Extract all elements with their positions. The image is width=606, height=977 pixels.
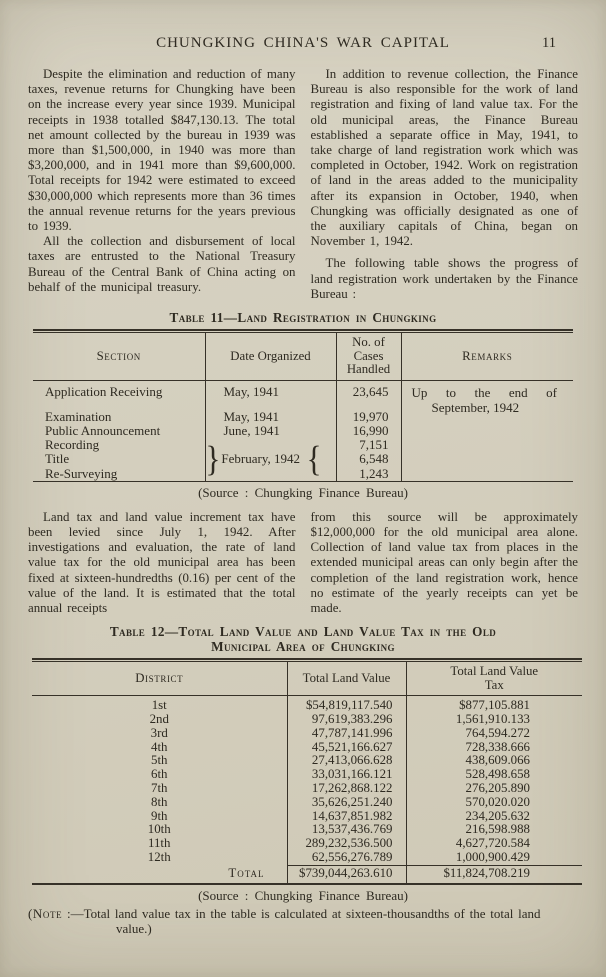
table-row (33, 380, 573, 410)
cell-district: 3rd (32, 727, 287, 741)
paragraph: The following table shows the progress of land registration work undertaken by the Finance Bureau : (310, 256, 578, 301)
table-total-row (32, 865, 582, 883)
table-row (32, 851, 582, 865)
paragraph: Despite the elimination and reduction of many taxes, revenue returns for Chungking have been on the increase every year since 1939. Municipal receipts in 1938 totalled $847,130.13. The total net amount collected by the bureau in 1939 was more than $1,500,000, in 1940 was more than $3,200,000, and in 1941 more than $9,600,000. Total receipts for 1942 were estimated to exceed $30,000,000 which represents more than 36 times the annual revenue returns for the years previous to 1939. (28, 67, 296, 234)
table-row (32, 741, 582, 755)
cell-land-value-tax: 1,561,910.133 (455, 711, 530, 726)
cell-land-value-tax: $877,105.881 (459, 698, 530, 713)
cell-land-value-tax: 764,594.272 (465, 725, 530, 740)
left-brace-glyph: } (205, 438, 221, 479)
cell-section: Re-Surveying (33, 467, 205, 482)
table-row (32, 754, 582, 768)
table-row (32, 713, 582, 727)
table-row (32, 768, 582, 782)
cell-land-value: 289,232,536.500 (287, 837, 406, 851)
cell-district: 11th (32, 837, 287, 851)
cell-land-value: 27,413,066.628 (287, 754, 406, 768)
cell-land-value: 97,619,383.296 (287, 713, 406, 727)
land-registration-table (33, 333, 573, 482)
mid-right-column (311, 510, 579, 616)
cell-total-land-value-tax: $11,824,708.219 (406, 865, 582, 883)
table12-block (28, 624, 578, 936)
cell-district: 7th (32, 782, 287, 796)
page-title: CHUNGKING CHINA'S WAR CAPITAL (156, 35, 450, 51)
cell-cases: 23,645 (336, 380, 401, 410)
cell-land-value-tax: 1,000,900.429 (455, 849, 530, 864)
table11-block (28, 310, 578, 501)
cell-cases: 7,151 (336, 438, 401, 452)
cell-land-value: 13,537,436.769 (287, 823, 406, 837)
cell-land-value-tax: 216,598.988 (465, 822, 530, 837)
cell-district: 10th (32, 823, 287, 837)
cell-cases: 16,990 (336, 424, 401, 438)
paragraph: In addition to revenue collection, the Finance Bureau is also responsible for the work of land registration and fixing of land value tax. For the old municipal areas, the Finance Bureau established a separate office in May, 1941, to take charge of land registration work which was completed in October, 1942. Work on registration of land in the areas added to the municipality after its expansion in October, 1940, when Chungking was officially designated as one of the auxiliary capitals of China, began on November 1, 1942. (310, 67, 578, 249)
mid-left-column (28, 510, 296, 616)
cell-district: 4th (32, 741, 287, 755)
cell-section: Recording (33, 438, 205, 452)
column-header-section: Section (33, 333, 205, 380)
cell-land-value-tax: 276,205.890 (465, 780, 530, 795)
table-row (32, 696, 582, 713)
cell-date: May, 1941 (205, 380, 336, 410)
table-row (32, 782, 582, 796)
table12-note (28, 906, 578, 937)
cell-date: June, 1941 (205, 424, 336, 438)
table-row (32, 823, 582, 837)
column-header-remarks: Remarks (401, 333, 573, 380)
mid-section (28, 510, 578, 616)
cell-land-value: 35,626,251.240 (287, 796, 406, 810)
cell-cases: 6,548 (336, 452, 401, 466)
cell-land-value: 14,637,851.982 (287, 810, 406, 824)
note-text: :—Total land value tax in the table is calculated at sixteen-thousandths of the total land value.) (62, 905, 541, 937)
cell-land-value: $54,819,117.540 (287, 696, 406, 713)
cell-land-value-tax: 528,498.658 (465, 767, 530, 782)
column-header-cases-handled: No. of Cases Handled (336, 333, 401, 380)
table12-source: (Source : Chungking Finance Bureau) (198, 887, 408, 903)
intro-left-column (28, 67, 296, 302)
cell-district: 12th (32, 851, 287, 865)
cell-land-value: 17,262,868.122 (287, 782, 406, 796)
cell-land-value-tax: 728,338.666 (465, 739, 530, 754)
cell-section: Public Announcement (33, 424, 205, 438)
intro-section (28, 67, 578, 302)
land-value-table (32, 662, 582, 884)
table11-source: (Source : Chungking Finance Bureau) (198, 484, 408, 500)
cell-total-label: Total (32, 865, 287, 883)
table12-title-line1: Table 12—Total Land Value and Land Value Tax in the Old (109, 624, 497, 640)
cell-district: 6th (32, 768, 287, 782)
cell-date: May, 1941 (205, 410, 336, 424)
table-row (32, 810, 582, 824)
column-header-total-land-value-tax: Total Land Value Tax (406, 662, 582, 696)
table-row (32, 796, 582, 810)
right-brace-glyph: { (306, 438, 322, 479)
cell-land-value: 33,031,166.121 (287, 768, 406, 782)
cell-district: 1st (32, 696, 287, 713)
page-number: 11 (542, 35, 556, 51)
cell-date: February, 1942 (221, 451, 300, 467)
table12-title (28, 624, 578, 654)
paragraph: from this source will be approximately $12,000,000 for the old municipal area alone. Collection of land value tax from places in the extended municipal areas can only begin after the completion of the land registration work, hence no estimate of the yearly receipts can yet be made. (310, 509, 578, 615)
cell-date-braced (205, 438, 336, 481)
cell-land-value-tax: 570,020.020 (465, 794, 530, 809)
table12-title-line2: Municipal Area of Chungking (211, 639, 395, 655)
cell-land-value: 47,787,141.996 (287, 727, 406, 741)
cell-district: 2nd (32, 713, 287, 727)
column-header-date-organized: Date Organized (205, 333, 336, 380)
cell-land-value: 62,556,276.789 (287, 851, 406, 865)
table11-title: Table 11—Land Registration in Chungking (169, 310, 437, 326)
note-prefix: (Note (28, 905, 63, 921)
table-row (32, 837, 582, 851)
cell-total-land-value: $739,044,263.610 (287, 865, 406, 883)
cell-cases: 1,243 (336, 467, 401, 482)
cell-remarks: Up to the end of September, 1942 (411, 384, 557, 415)
cell-land-value-tax: 438,609.066 (465, 753, 530, 768)
cell-section: Application Receiving (33, 380, 205, 410)
cell-district: 5th (32, 754, 287, 768)
cell-land-value-tax: 4,627,720.584 (455, 836, 530, 851)
cell-land-value: 45,521,166.627 (287, 741, 406, 755)
cell-district: 9th (32, 810, 287, 824)
column-header-total-land-value: Total Land Value (287, 662, 406, 696)
cell-land-value-tax: 234,205.632 (465, 808, 530, 823)
column-header-district: District (32, 662, 287, 696)
table12-header-row (32, 662, 582, 696)
cell-section: Examination (33, 410, 205, 424)
paragraph: Land tax and land value increment tax have been levied since July 1, 1942. After investigations and evaluation, the rate of land value tax for the old municipal area has been fixed at sixteen-hundredths (0.16) per cent of the value of the land. It is estimated that the total annual receipts (28, 509, 296, 615)
paragraph: All the collection and disbursement of local taxes are entrusted to the National Treasury Bureau of the Central Bank of China acting on behalf of the municipal treasury. (28, 234, 296, 294)
table11-header-row (33, 333, 573, 380)
cell-section: Title (33, 452, 205, 466)
table-row (32, 727, 582, 741)
cell-cases: 19,970 (336, 410, 401, 424)
intro-right-column (311, 67, 579, 302)
cell-district: 8th (32, 796, 287, 810)
running-head (28, 34, 578, 52)
